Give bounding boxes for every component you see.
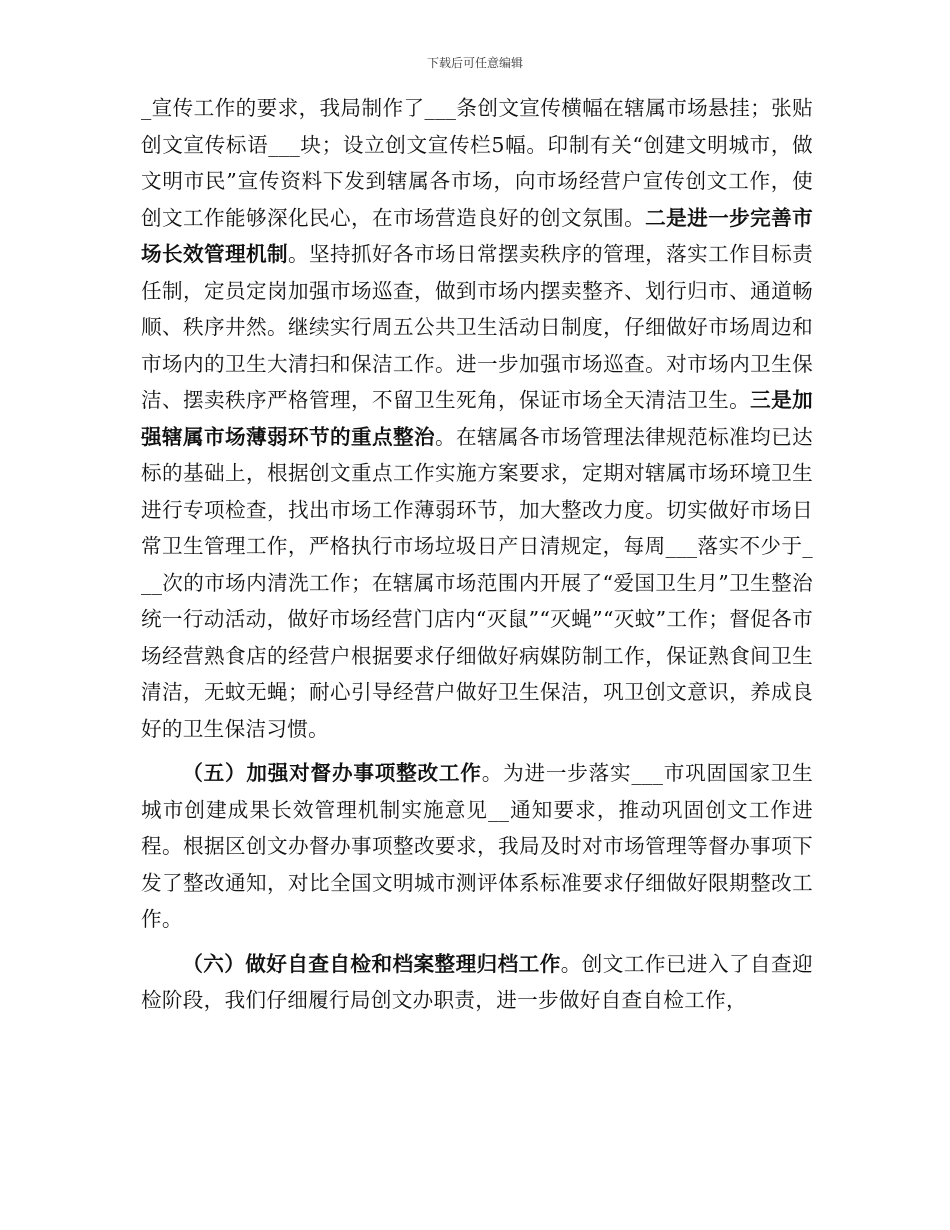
- bold-heading: 二是进一步完善市场长效管理机制: [141, 205, 813, 266]
- section-heading: （五）加强对督办事项整改工作: [182, 761, 482, 785]
- document-body: [141, 90, 813, 1027]
- paragraph-3: [141, 946, 813, 1019]
- paragraph-1: [141, 90, 813, 747]
- paragraph-text: 。为进一步落实___市巩固国家卫生城市创建成果长效管理机制实施意见__通知要求，推动巩固创文工作进程。根据区创文办督办事项整改要求，我局及时对市场管理等督办事项下发了整改通知，对比全国文明城市测评体系标准要求仔细做好限期整改工作。: [141, 761, 813, 931]
- paragraph-text: 。创文工作已进入了自查迎检阶段，我们仔细履行局创文办职责，进一步做好自查自检工作，: [141, 951, 813, 1012]
- bold-heading: 三是加强辖属市场薄弱环节的重点整治: [141, 388, 813, 449]
- paragraph-text: 。在辖属各市场管理法律规范标准均已达标的基础上，根据创文重点工作实施方案要求，定期对辖属市场环境卫生进行专项检查，找出市场工作薄弱环节，加大整改力度。切实做好市场日常卫生管理工作，严格执行市场垃圾日产日清规定，每周___落实不少于___次的市场内清洗工作；在辖属市场范围内开展了“爱国卫生月”卫生整治统一行动活动，做好市场经营门店内“灭鼠”“灭蝇”“灭蚊”工作；督促各市场经营熟食店的经营户根据要求仔细做好病媒防制工作，保证熟食间卫生清洁，无蚊无蝇；耐心引导经营户做好卫生保洁，巩卫创文意识，养成良好的卫生保洁习惯。: [141, 424, 813, 741]
- paragraph-text: 。坚持抓好各市场日常摆卖秩序的管理，落实工作目标责任制，定员定岗加强市场巡查，做到市场内摆卖整齐、划行归市、通道畅顺、秩序井然。继续实行周五公共卫生活动日制度，仔细做好市场周边和市场内的卫生大清扫和保洁工作。进一步加强市场巡查。对市场内卫生保洁、摆卖秩序严格管理，不留卫生死角，保证市场全天清洁卫生。: [141, 242, 813, 412]
- page-header: 下载后可任意编辑: [426, 56, 523, 70]
- paragraph-2: [141, 755, 813, 938]
- section-heading: （六）做好自查自检和档案整理归档工作: [182, 951, 561, 976]
- paragraph-text: _宣传工作的要求，我局制作了___条创文宣传横幅在辖属市场悬挂；张贴创文宣传标语___块；设立创文宣传栏5幅。印制有关“创建文明城市，做文明市民”宣传资料下发到辖属各市场，向市场经营户宣传创文工作，使创文工作能够深化民心，在市场营造良好的创文氛围。: [141, 96, 813, 230]
